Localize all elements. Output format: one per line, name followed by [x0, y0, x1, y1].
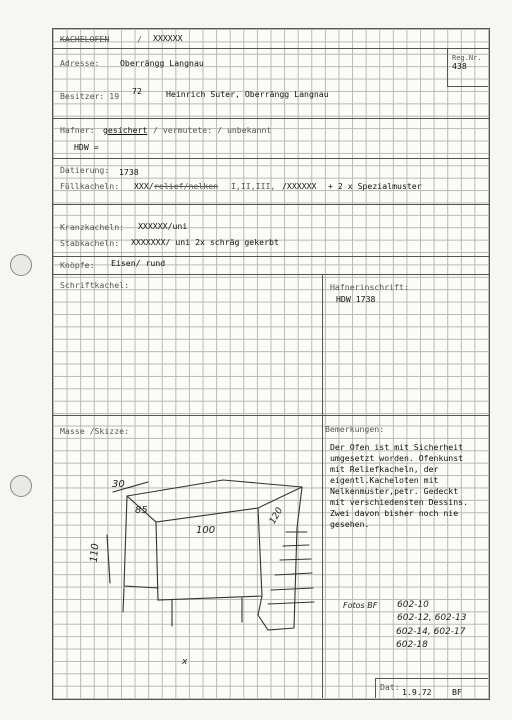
bemerkung-line: eigentl.Kacheloten mit: [330, 475, 439, 485]
foto-ref-line: 602-10: [397, 600, 429, 610]
fuellkacheln-c: I,II,III,: [231, 181, 276, 191]
besitzer-value: Heinrich Suter, Oberrängg Langnau: [166, 89, 329, 99]
fuellkacheln-label: Füllkacheln:: [60, 181, 120, 191]
sketch-step: [275, 573, 312, 575]
schriftkachel-label: Schriftkachel:: [60, 280, 130, 290]
sketch-line: [156, 508, 262, 600]
sketch-step: [268, 602, 314, 604]
dimension-30: 30: [112, 479, 125, 490]
hafnerinschrift-value: HDW 1738: [336, 294, 376, 304]
sketch-line: [294, 487, 302, 628]
hafner-label: Hafner:: [60, 125, 95, 135]
dimension-120: 120: [267, 506, 286, 526]
sketch-step: [280, 559, 311, 560]
bemerkung-line: Der Ofen ist mit Sicherheit: [330, 442, 464, 452]
sketch-line: [258, 596, 294, 630]
sketch-step: [271, 588, 313, 590]
knoepfe-value: Eisen/ rund: [111, 258, 166, 268]
title-label: KACHELOFEN: [60, 34, 110, 44]
bemerkungen-label: Bemerkungen:: [325, 424, 385, 434]
dimension-85: 85: [135, 505, 148, 516]
title-separator: /: [137, 34, 142, 44]
datum-value: 1.9.72: [402, 687, 432, 697]
initials: BF: [452, 687, 462, 697]
besitzer-year: 72: [132, 86, 142, 96]
dimension-100: 100: [196, 525, 216, 536]
fuellkacheln-b: relief/nelken: [154, 181, 219, 191]
bemerkung-line: Nelkenmuster,petr. Gedeckt: [330, 486, 459, 496]
sketch-line: [123, 588, 124, 612]
stabkacheln-value: XXXXXXX/ uni 2x schräg gekerbt: [131, 237, 279, 247]
hafnerinschrift-label: Hafnerinschrift:: [330, 282, 409, 292]
sketch-step: [283, 545, 309, 546]
datierung-value: 1738: [119, 167, 139, 177]
hafner-options: / vermutete: / unbekannt: [153, 125, 272, 135]
bemerkung-line: umgesetzt worden. Ofenkunst: [330, 453, 464, 463]
foto-ref-line: 602-18: [396, 640, 428, 650]
stabkacheln-label: Stabkacheln:: [60, 238, 120, 248]
datierung-label: Datierung:: [60, 165, 110, 175]
datum-label: Dat:: [380, 682, 400, 692]
dimension-line: [107, 535, 110, 583]
sketch-mark: x: [182, 657, 188, 667]
fuellkacheln-e: + 2 x Spezialmuster: [328, 181, 422, 191]
foto-ref-line: 602-12, 602-13: [397, 613, 467, 623]
bemerkung-line: mit Reliefkacheln, der: [330, 464, 439, 474]
fuellkacheln-d: /XXXXXX: [282, 181, 317, 191]
hdw-label: HDW =: [74, 142, 99, 152]
masse-label: Masse /Skizze:: [60, 426, 130, 436]
dimension-110: 110: [88, 542, 102, 563]
reg-nr-value: 438: [452, 61, 467, 71]
kranzkacheln-value: XXXXXX/uni: [138, 221, 188, 231]
kranzkacheln-label: Kranzkacheln:: [60, 222, 125, 232]
bemerkung-line: mit verschiedensten Dessins.: [330, 497, 469, 507]
title-value: XXXXXX: [153, 33, 183, 43]
besitzer-label: Besitzer: 19: [60, 91, 120, 101]
reg-nr-label: Reg.Nr.: [452, 54, 482, 62]
foto-ref-line: 602-14, 602-17: [396, 627, 466, 637]
adresse-label: Adresse:: [60, 58, 100, 68]
adresse-value: Oberrängg Langnau: [120, 58, 204, 68]
fuellkacheln-a: XXX/: [134, 181, 154, 191]
hafner-option-gesichert: gesichert: [103, 125, 148, 135]
bemerkung-line: gesehen.: [330, 519, 370, 529]
bemerkung-line: Zwei davon bisher noch nie: [330, 508, 459, 518]
sketch-line: [127, 480, 302, 496]
knoepfe-label: Knöpfe:: [60, 260, 95, 270]
fotos-label: Fotos BF: [343, 601, 378, 610]
